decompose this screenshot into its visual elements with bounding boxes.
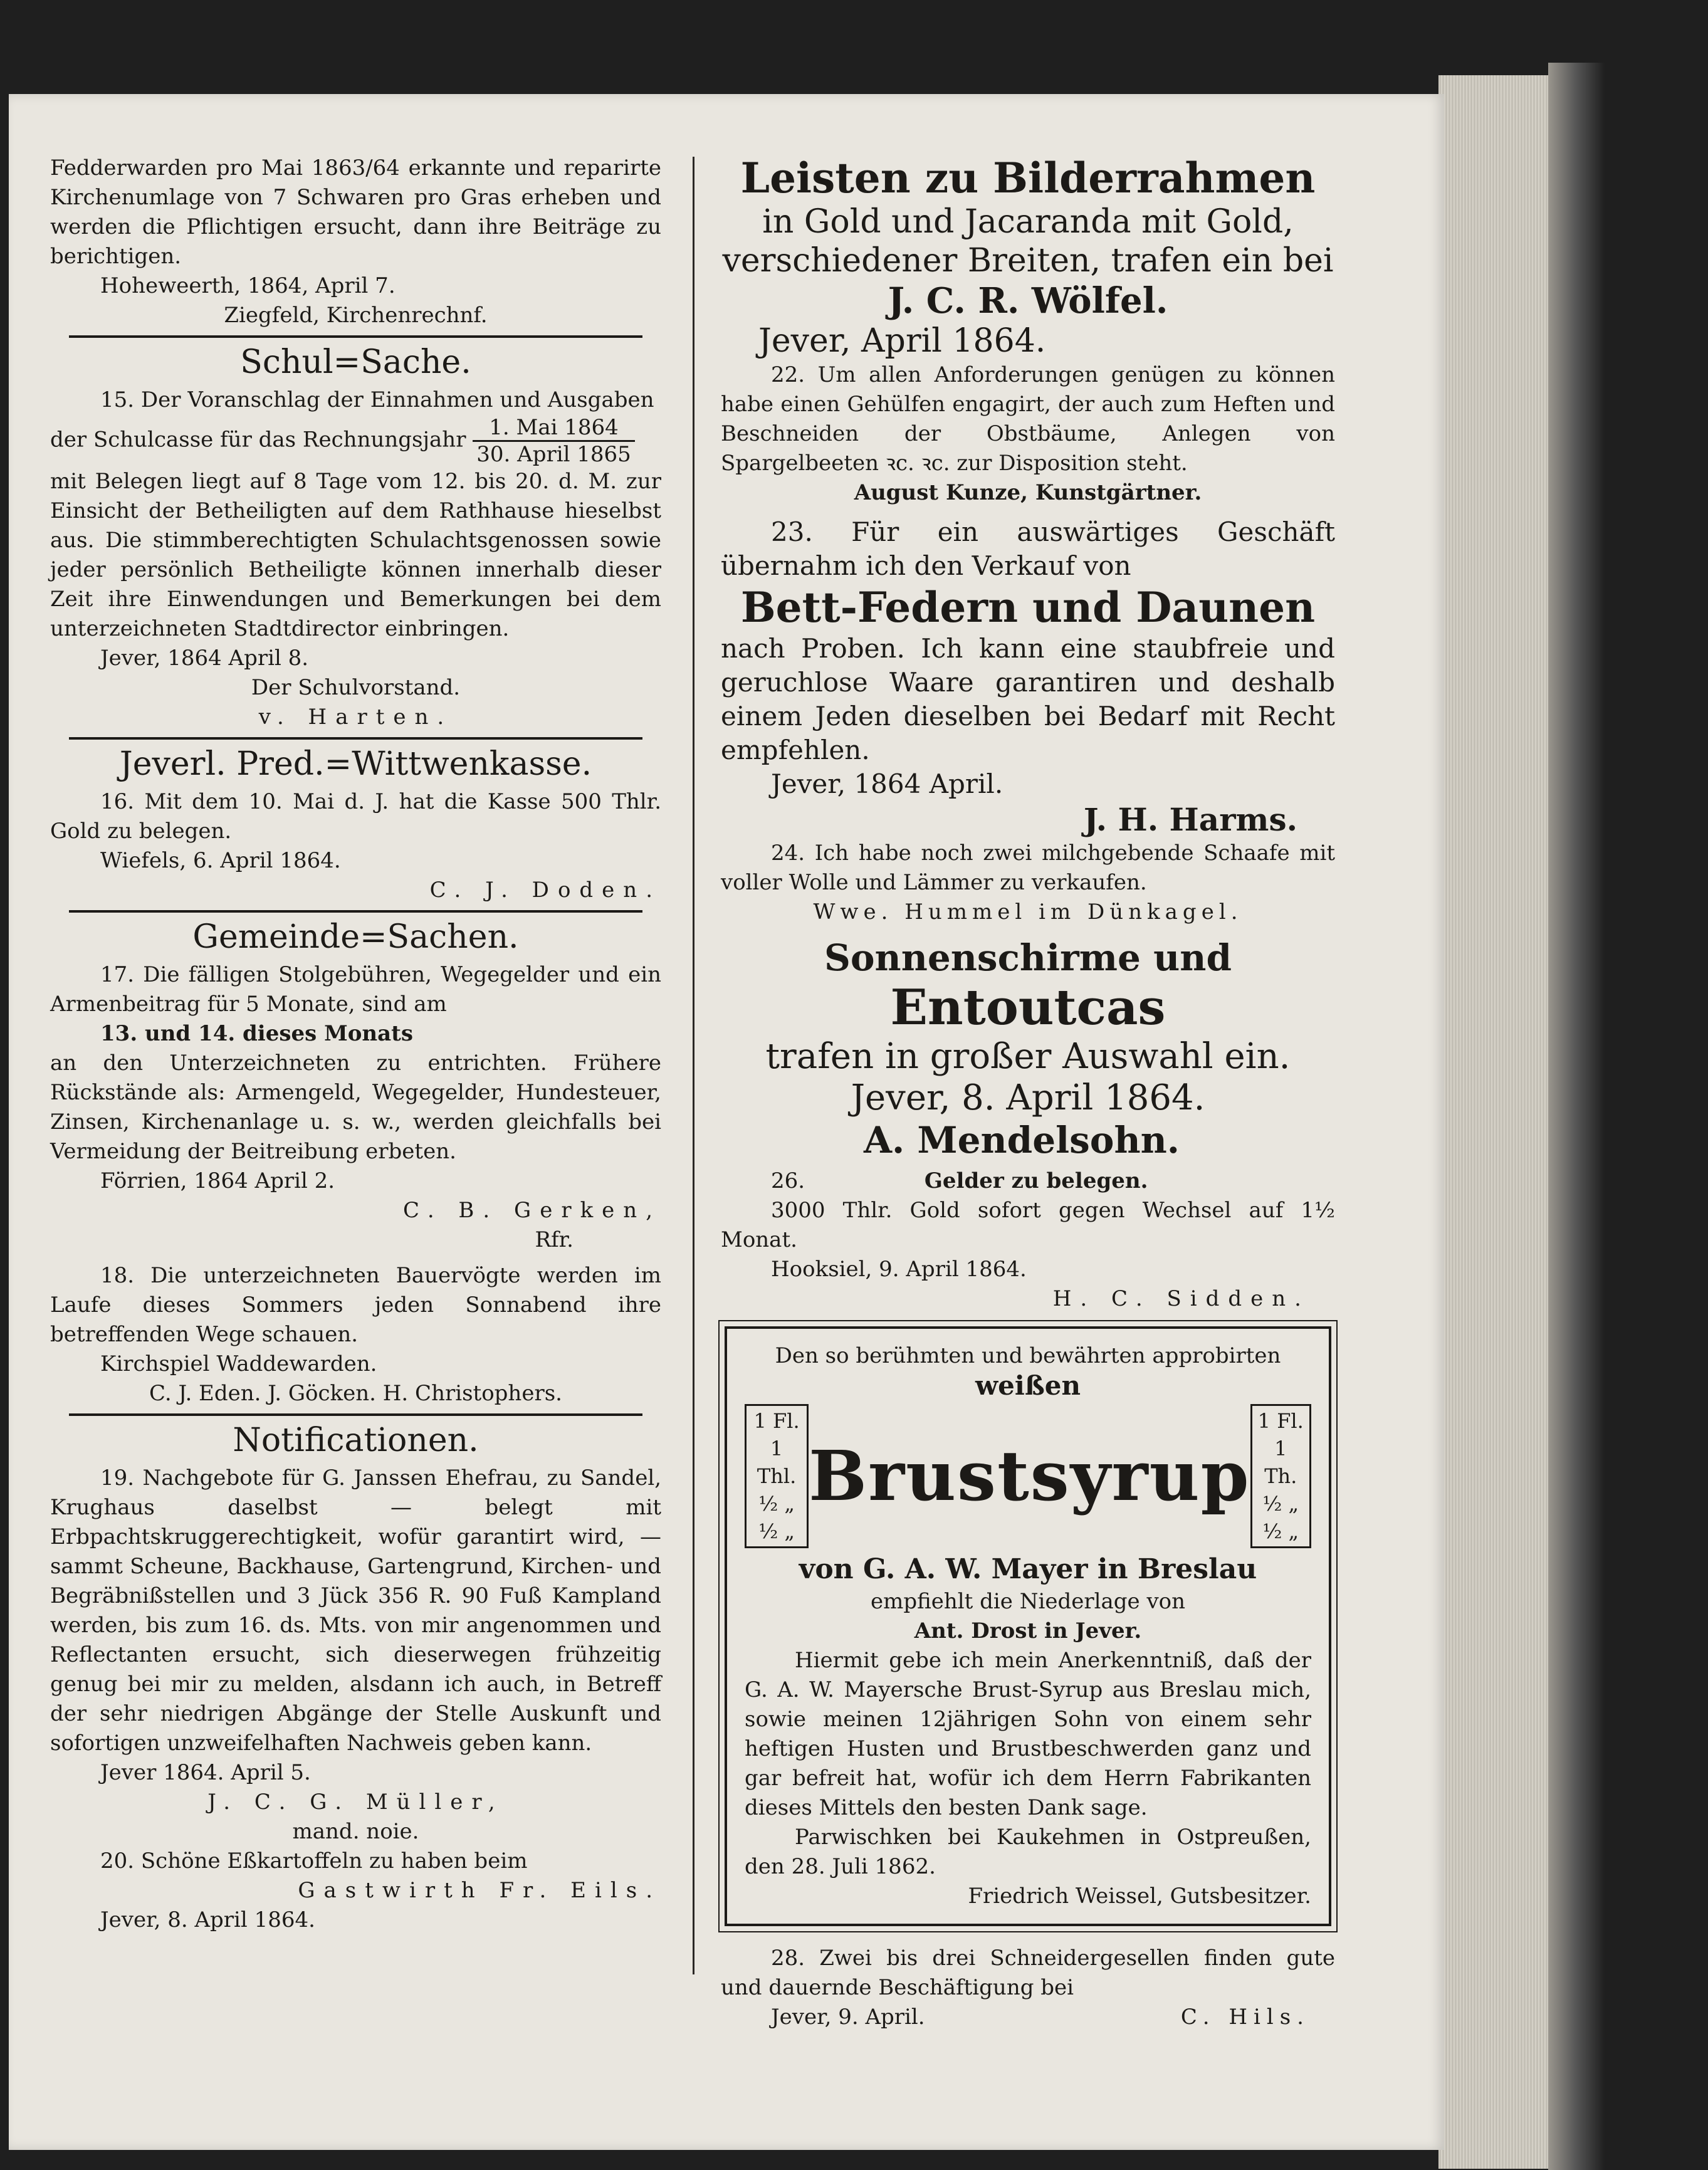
intro-signature: Ziegfeld, Kirchenrechnf. (224, 303, 488, 328)
book-page-edges (1438, 75, 1551, 2169)
s23-signature: J. H. Harms. (1083, 801, 1297, 838)
s26-date: Hooksiel, 9. April 1864. (771, 1257, 1027, 1282)
ad25-line-3: trafen in großer Auswahl ein. (765, 1036, 1291, 1077)
notif-heading: Notificationen. (233, 1422, 479, 1459)
s24-body: 24. Ich habe noch zwei milchgebende Schaafe mit voller Wolle und Lämmer zu verkaufen. (721, 841, 1335, 895)
s28-body: 28. Zwei bis drei Schneidergesellen finden gute und dauernde Beschäftigung bei (721, 1946, 1335, 2000)
s15-lead: 15. Der Voranschlag der Einnahmen und Ausgaben (100, 387, 654, 412)
intro-text: Fedderwarden pro Mai 1863/64 erkannte und reparirte Kirchenumlage von 7 Schwaren pro Gras erheben und werden die Pflichtigen ersucht, dann ihre Beiträge zu berichtigen. (50, 155, 661, 269)
s16-signature: C. J. Doden. (429, 878, 661, 903)
s15-date: Jever, 1864 April 8. (100, 646, 309, 671)
s15-fiscal-line (50, 415, 661, 467)
kasse-heading: Jeverl. Pred.=Wittwenkasse. (119, 745, 592, 783)
right-column (721, 154, 1335, 2032)
box-line-4: empfiehlt die Niederlage von (870, 1589, 1186, 1614)
s17-lead: 17. Die fälligen Stolgebühren, Wegegelder und ein Armenbeitrag für 5 Monate, sind am (50, 962, 661, 1017)
s17-signature-2: Rfr. (535, 1227, 574, 1252)
s15-body: mit Belegen liegt auf 8 Tage vom 12. bis 20. d. M. zur Einsicht der Betheiligten auf dem Rathhause hieselbst aus. Die stimmberechtigten Schulachtsgenossen sowie jeder persönlich Betheiligte können innerhalb dieser Zeit ihre Einwendungen und Bemerkungen bei dem unterzeichneten Stadtdirector einbringen. (50, 469, 661, 641)
fiscal-start: 1. Mai 1864 (473, 415, 635, 442)
ad21-date: Jever, April 1864. (758, 322, 1046, 360)
price-left-half: ½ „ ½ „ (758, 1492, 795, 1543)
s18-body: 18. Die unterzeichneten Bauervögte werden im Laufe dieses Sommers jeden Sonnabend ihre betreffenden Wege schauen. (50, 1263, 661, 1347)
s28-date: Jever, 9. April. (771, 2005, 925, 2030)
box-place-date: Parwischken bei Kaukehmen in Ostpreußen, den 28. Juli 1862. (745, 1825, 1311, 1879)
fiscal-year-fraction (473, 415, 635, 467)
s19-signature-1: J. C. G. Müller, (207, 1790, 504, 1815)
s22-signature: August Kunze, Kunstgärtner. (854, 480, 1202, 505)
price-right-full: 1 Fl. 1 Th. (1257, 1409, 1304, 1488)
s26-number: 26. (771, 1168, 805, 1193)
s23-date: Jever, 1864 April. (771, 768, 1003, 799)
fiscal-end: 30. April 1865 (476, 442, 631, 467)
ad25-line-1: Sonnenschirme und (824, 936, 1232, 979)
s26-heading-line (721, 1166, 1335, 1196)
left-column (50, 154, 661, 1935)
ad25-date: Jever, 8. April 1864. (851, 1077, 1205, 1118)
book-spine-shadow (1548, 63, 1605, 2170)
s28-footer-line (721, 2003, 1335, 2032)
ad21-line-3: verschiedener Breiten, trafen ein bei (722, 242, 1334, 280)
schul-heading: Schul=Sache. (240, 343, 471, 381)
s23-lead: 23. Für ein auswärtiges Geschäft übernahm ich den Verkauf von (721, 516, 1335, 581)
ad21-merchant: J. C. R. Wölfel. (888, 280, 1168, 322)
s16-body: 16. Mit dem 10. Mai d. J. hat die Kasse 500 Thlr. Gold zu belegen. (50, 789, 661, 844)
s19-signature-2: mand. noie. (292, 1819, 419, 1844)
s20-body: 20. Schöne Eßkartoffeln zu haben beim (100, 1848, 528, 1874)
s17-body: an den Unterzeichneten zu entrichten. Frühere Rückstände als: Armengeld, Wegegelder, Hundesteuer, Zinsen, Kirchenanlage u. s. w., werden gleichfalls bei Vermeidung der Beitreibung erbeten. (50, 1051, 661, 1164)
intro-date: Hoheweerth, 1864, April 7. (100, 273, 396, 298)
section-rule (69, 737, 642, 740)
ad25-signature: A. Mendelsohn. (863, 1119, 1180, 1161)
s23-body: nach Proben. Ich kann eine staubfreie und geruchlose Waare garantiren und deshalb einem Jeden dieselben bei Bedarf mit Recht empfehlen. (721, 633, 1335, 765)
section-rule (69, 1413, 642, 1416)
box-line-3: von G. A. W. Mayer in Breslau (799, 1553, 1257, 1585)
gemeinde-heading: Gemeinde=Sachen. (192, 918, 519, 956)
s17-dates: 13. und 14. dieses Monats (100, 1021, 414, 1046)
ad21-line-2: in Gold und Jacaranda mit Gold, (762, 203, 1294, 241)
brustsyrup-advert-box (725, 1326, 1331, 1926)
s20-date: Jever, 8. April 1864. (100, 1907, 315, 1932)
box-signature: Friedrich Weissel, Gutsbesitzer. (968, 1884, 1311, 1909)
s16-date: Wiefels, 6. April 1864. (100, 848, 341, 873)
brustsyrup-row (745, 1404, 1311, 1548)
price-left-full: 1 Fl. 1 Thl. (753, 1409, 800, 1488)
s26-body: 3000 Thlr. Gold sofort gegen Wechsel auf 1½ Monat. (721, 1198, 1335, 1252)
s26-heading: Gelder zu belegen. (924, 1168, 1148, 1193)
s15-signature-1: Der Schulvorstand. (251, 675, 461, 700)
section-rule (69, 335, 642, 338)
s22-body: 22. Um allen Anforderungen genügen zu können habe einen Gehülfen engagirt, der auch zum Heften und Beschneiden der Obstbäume, Anlegen von Spargelbeeten ꝛc. ꝛc. zur Disposition steht. (721, 362, 1335, 476)
s26-signature: H. C. Sidden. (1052, 1286, 1310, 1311)
s15-signature-2: v. Harten. (258, 705, 453, 730)
s17-signature-1: C. B. Gerken, (403, 1198, 661, 1223)
s20-signature: Gastwirth Fr. Eils. (298, 1878, 661, 1903)
s19-body: 19. Nachgebote für G. Janssen Ehefrau, zu Sandel, Krughaus daselbst — belegt mit Erbpachtskruggerechtigkeit, wofür garantirt wird, — sammt Scheune, Backhause, Gartengrund, Kirchen- und Begräbnißstellen und 3 Jück 356 R. 90 Fuß Kampland werden, bis zum 16. ds. Mts. von mir angenommen und Reflectanten ersucht, sich dieserwegen frühzeitig genug bei mir zu melden, alsdann ich auch, in Betreff der sehr niedrigen Abgänge der Stelle Auskunft und sofortigen unzweifelhaften Nachweis geben kann. (50, 1465, 661, 1756)
s24-signature: Wwe. Hummel im Dünkagel. (813, 899, 1243, 925)
s17-date: Förrien, 1864 April 2. (100, 1168, 335, 1193)
s15-fiscal-label: der Schulcasse für das Rechnungsjahr (50, 427, 466, 453)
box-line-1: Den so berühmten und bewährten approbirten (775, 1343, 1281, 1368)
s23-headline: Bett-Federn und Daunen (740, 583, 1316, 632)
s18-place: Kirchspiel Waddewarden. (100, 1351, 377, 1376)
brustsyrup-title: Brustsyrup (809, 1435, 1250, 1516)
column-divider (693, 157, 694, 1974)
price-box-left (745, 1404, 809, 1548)
s28-signature: C. Hils. (1180, 2005, 1310, 2030)
box-line-2: weißen (975, 1370, 1081, 1401)
price-box-right (1250, 1404, 1312, 1548)
s19-date: Jever 1864. April 5. (100, 1760, 311, 1785)
ad25-line-2: Entoutcas (890, 979, 1166, 1036)
ad21-headline: Leisten zu Bilderrahmen (740, 154, 1316, 202)
price-right-half: ½ „ ½ „ (1262, 1492, 1299, 1543)
box-line-5: Ant. Drost in Jever. (914, 1618, 1142, 1643)
box-testimonial: Hiermit gebe ich mein Anerkenntniß, daß der G. A. W. Mayersche Brust-Syrup aus Breslau mich, sowie meinen 12jährigen Sohn von einem sehr heftigen Husten und Brustbeschwerden ganz und gar befreit hat, wofür ich dem Herrn Fabrikanten dieses Mittels den besten Dank sage. (745, 1648, 1311, 1820)
s18-signatures: C. J. Eden. J. Göcken. H. Christophers. (149, 1381, 562, 1406)
section-rule (69, 910, 642, 913)
